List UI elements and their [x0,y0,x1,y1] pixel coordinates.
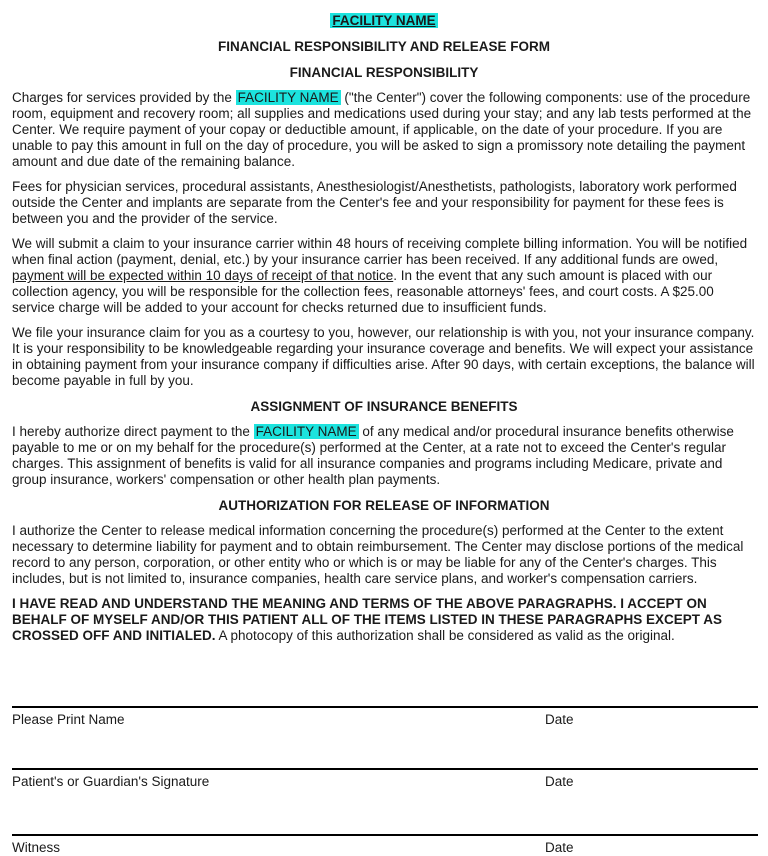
financial-responsibility-paragraph-2: Fees for physician services, procedural assistants, Anesthesiologist/Anesthetists, pathologists, laboratory work performed outside the Center and implants are separate from the Center's fee and your responsibility for payment for these fees is between you and the provider of the service. [12,179,737,226]
date-label: Date [545,774,574,789]
paragraph-text: I hereby authorize direct payment to the [12,424,254,439]
print-name-label: Please Print Name [12,712,125,727]
facility-name-placeholder-inline: FACILITY NAME [237,90,339,105]
acknowledgment-normal-text: A photocopy of this authorization shall be considered as valid as the original. [215,628,675,643]
print-name-labels [12,708,758,728]
form-title: FINANCIAL RESPONSIBILITY AND RELEASE FORM [217,39,551,54]
patient-signature-row [12,768,758,792]
financial-responsibility-paragraph-4: We file your insurance claim for you as a courtesy to you, however, our relationship is with you, not your insurance company. It is your responsibility to be knowledgeable regarding your insurance coverage and benefits. We will expect your assistance in obtaining payment from your insurance company if difficulties arise. After 90 days, with certain exceptions, the balance will become payable in full by you. [12,325,755,388]
paragraph-text: Charges for services provided by the [12,90,236,105]
section-heading-authorization-for-release: AUTHORIZATION FOR RELEASE OF INFORMATION [218,498,550,513]
witness-row [12,834,758,856]
section-heading-financial-responsibility: FINANCIAL RESPONSIBILITY [289,65,479,80]
date-label: Date [545,712,574,727]
patient-signature-label: Patient's or Guardian's Signature [12,774,210,789]
signature-section [12,706,758,856]
print-name-row [12,706,758,730]
underlined-payment-terms: payment will be expected within 10 days of receipt of that notice [12,268,394,283]
acknowledgment-paragraph [12,596,756,644]
paragraph-text: We will submit a claim to your insurance carrier within 48 hours of receiving complete billing information. You will be notified when final action (payment, denial, etc.) by your insurance carrier has been received. If any additional funds are owed, [12,236,748,267]
paragraph-text: ("the Center") cover the following components: use of the procedure room, equipment and recovery room; all supplies and medications used during your stay; and any lab tests performed at the Center. We require payment of your copay or deductible amount, if applicable, on the date of your procedure. If you are unable to pay this amount in full on the day of procedure, you will be asked to sign a promissory note detailing the payment amount and due date of the remaining balance. [12,90,752,169]
witness-label: Witness [12,840,61,855]
financial-responsibility-paragraph-3 [12,236,756,316]
date-label: Date [545,840,574,855]
facility-name-placeholder: FACILITY NAME [332,13,436,28]
witness-labels [12,836,758,856]
section-heading-assignment-of-insurance-benefits: ASSIGNMENT OF INSURANCE BENEFITS [250,399,518,414]
acknowledgment-bold-text: I HAVE READ AND UNDERSTAND THE MEANING AND TERMS OF THE ABOVE PARAGRAPHS. I ACCEPT ON BEHALF OF MYSELF AND/OR THIS PATIENT ALL OF THE ITEMS LISTED IN THESE PARAGRAPHS EXCEPT AS CROSSED OFF AND INITIALED. [12,596,723,643]
patient-signature-labels [12,770,758,790]
assignment-paragraph [12,424,756,488]
paragraph-text: . In the event that any such amount is placed with our collection agency, you will be responsible for the collection fees, reasonable attorneys' fees, and court costs. A $25.00 service charge will be added to your account for checks returned due to insufficient funds. [12,268,714,315]
financial-responsibility-paragraph-1 [12,90,756,170]
paragraph-text: of any medical and/or procedural insurance benefits otherwise payable to me or on my behalf for the procedure(s) performed at the Center, at a rate not to exceed the Center's regular charges. This assignment of benefits is valid for all insurance companies and programs including Medicare, private and group insurance, workers' compensation or other health plan payments. [12,424,734,487]
facility-name-placeholder-inline: FACILITY NAME [255,424,357,439]
facility-name-header-row [12,13,756,29]
release-paragraph: I authorize the Center to release medical information concerning the procedure(s) performed at the Center to the extent necessary to determine liability for payment and to obtain reimbursement. The Center may disclose portions of the medical record to any person, corporation, or other entity who or which is or may be liable for any of the Center's charges. This includes, but is not limited to, insurance companies, health care service plans, and worker's compensation carriers. [12,523,744,586]
